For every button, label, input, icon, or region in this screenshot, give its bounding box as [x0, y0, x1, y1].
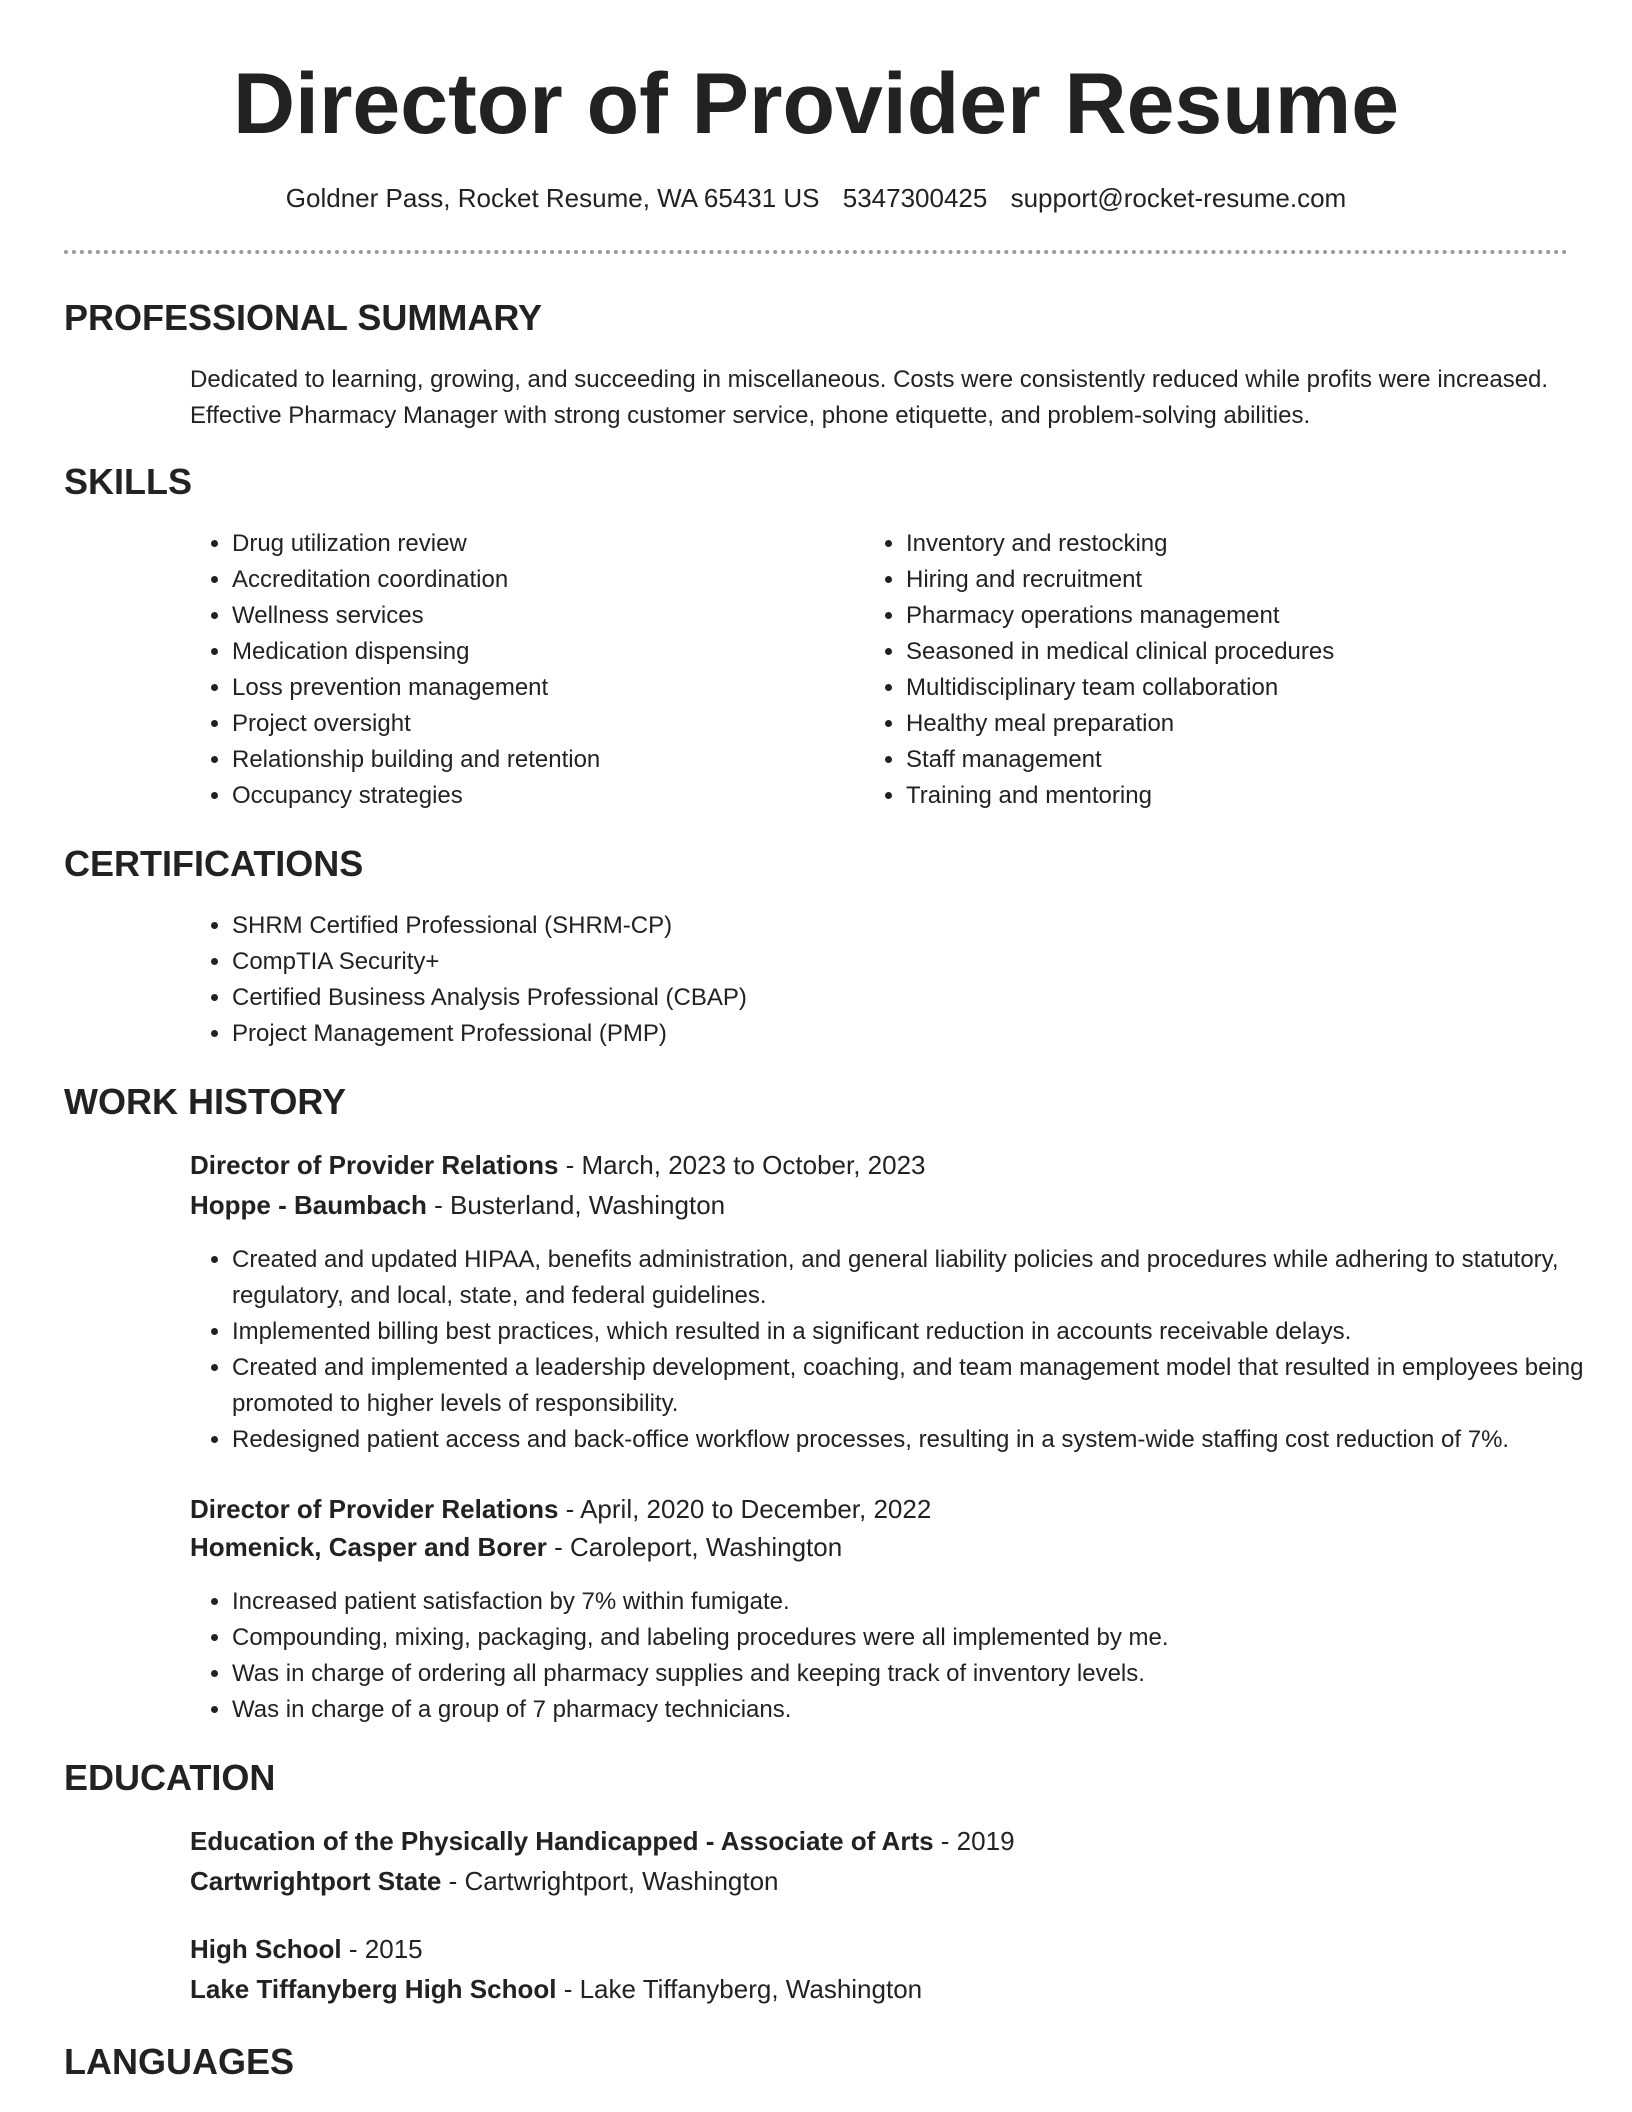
education-year: - 2015	[341, 1934, 423, 1964]
job-title: Director of Provider Relations	[190, 1150, 559, 1180]
contact-line	[0, 180, 1632, 216]
job-bullet: • Created and updated HIPAA, benefits administration, and general liability policies and procedures while adhering to statutory, regulatory, and local, state, and federal guidelines.	[232, 1242, 1632, 1314]
education-year: - 2019	[933, 1826, 1015, 1856]
skill-item: • Inventory and restocking	[906, 526, 1606, 562]
skills-list-right	[862, 526, 1606, 814]
skill-item: • Healthy meal preparation	[906, 706, 1606, 742]
contact-address: Goldner Pass, Rocket Resume, WA 65431 US	[285, 183, 820, 213]
skill-item: • Drug utilization review	[232, 526, 852, 562]
skill-item: • Relationship building and retention	[232, 742, 852, 778]
job-bullet: • Created and implemented a leadership development, coaching, and team management model that resulted in employees being promoted to higher levels of responsibility.	[232, 1350, 1632, 1422]
job-bullet: • Redesigned patient access and back-office workflow processes, resulting in a system-wide staffing cost reduction of 7%.	[232, 1422, 1632, 1458]
skill-item: • Pharmacy operations management	[906, 598, 1606, 634]
job-dates: - March, 2023 to October, 2023	[558, 1150, 926, 1180]
education-school-line	[190, 1970, 922, 2008]
skill-item: • Occupancy strategies	[232, 778, 852, 814]
skill-item: • Wellness services	[232, 598, 852, 634]
job-bullet: • Increased patient satisfaction by 7% within fumigate.	[232, 1584, 1632, 1620]
education-location: - Cartwrightport, Washington	[441, 1866, 779, 1896]
skill-item: • Loss prevention management	[232, 670, 852, 706]
education-school: Cartwrightport State	[190, 1866, 442, 1896]
education-degree: Education of the Physically Handicapped - Associate of Arts	[190, 1826, 934, 1856]
education-location: - Lake Tiffanyberg, Washington	[556, 1974, 923, 2004]
summary-heading: PROFESSIONAL SUMMARY	[64, 297, 543, 338]
summary-text: Dedicated to learning, growing, and succeeding in miscellaneous. Costs were consistently reduced while profits were increased. Effective Pharmacy Manager with strong customer service, phone etiquette, and problem-solving abilities.	[190, 366, 1549, 429]
job-location: - Busterland, Washington	[426, 1190, 726, 1220]
skill-item: • Hiring and recruitment	[906, 562, 1606, 598]
work-heading: WORK HISTORY	[64, 1081, 347, 1122]
job-title-line	[190, 1490, 931, 1528]
skill-item: • Medication dispensing	[232, 634, 852, 670]
skill-item: • Multidisciplinary team collaboration	[906, 670, 1606, 706]
skill-item: • Project oversight	[232, 706, 852, 742]
job-title-line	[190, 1146, 926, 1184]
certifications-heading: CERTIFICATIONS	[64, 843, 364, 884]
job-location: - Caroleport, Washington	[546, 1532, 843, 1562]
skill-item: • Seasoned in medical clinical procedures	[906, 634, 1606, 670]
skill-item: • Accreditation coordination	[232, 562, 852, 598]
languages-heading: LANGUAGES	[64, 2041, 295, 2082]
contact-email: support@rocket-resume.com	[1010, 183, 1347, 213]
contact-phone: 5347300425	[842, 183, 988, 213]
certification-item: • CompTIA Security+	[232, 944, 1532, 980]
job-company-line	[190, 1186, 725, 1224]
education-school: Lake Tiffanyberg High School	[190, 1974, 557, 2004]
skill-item: • Training and mentoring	[906, 778, 1606, 814]
job-dates: - April, 2020 to December, 2022	[558, 1494, 932, 1524]
job-bullets	[188, 1242, 1632, 1458]
job-title: Director of Provider Relations	[190, 1494, 559, 1524]
education-degree-line	[190, 1822, 1015, 1860]
education-school-line	[190, 1862, 779, 1900]
job-company: Hoppe - Baumbach	[190, 1190, 427, 1220]
certification-item: • Certified Business Analysis Professional (CBAP)	[232, 980, 1532, 1016]
job-bullet: • Implemented billing best practices, which resulted in a significant reduction in accounts receivable delays.	[232, 1314, 1632, 1350]
education-heading: EDUCATION	[64, 1757, 276, 1798]
education-degree-line	[190, 1930, 423, 1968]
certification-item: • Project Management Professional (PMP)	[232, 1016, 1532, 1052]
job-bullet: • Compounding, mixing, packaging, and labeling procedures were all implemented by me.	[232, 1620, 1632, 1656]
education-degree: High School	[190, 1934, 342, 1964]
certification-item: • SHRM Certified Professional (SHRM-CP)	[232, 908, 1532, 944]
job-bullet: • Was in charge of a group of 7 pharmacy technicians.	[232, 1692, 1632, 1728]
job-bullet: • Was in charge of ordering all pharmacy supplies and keeping track of inventory levels.	[232, 1656, 1632, 1692]
skill-item: • Staff management	[906, 742, 1606, 778]
header-divider	[64, 250, 1568, 254]
skills-heading: SKILLS	[64, 461, 193, 502]
job-company-line	[190, 1528, 842, 1566]
job-bullets	[188, 1584, 1632, 1728]
job-company: Homenick, Casper and Borer	[190, 1532, 547, 1562]
skills-list-left	[188, 526, 852, 814]
resume-title: Director of Provider Resume	[232, 56, 1400, 152]
certifications-list	[188, 908, 1532, 1052]
